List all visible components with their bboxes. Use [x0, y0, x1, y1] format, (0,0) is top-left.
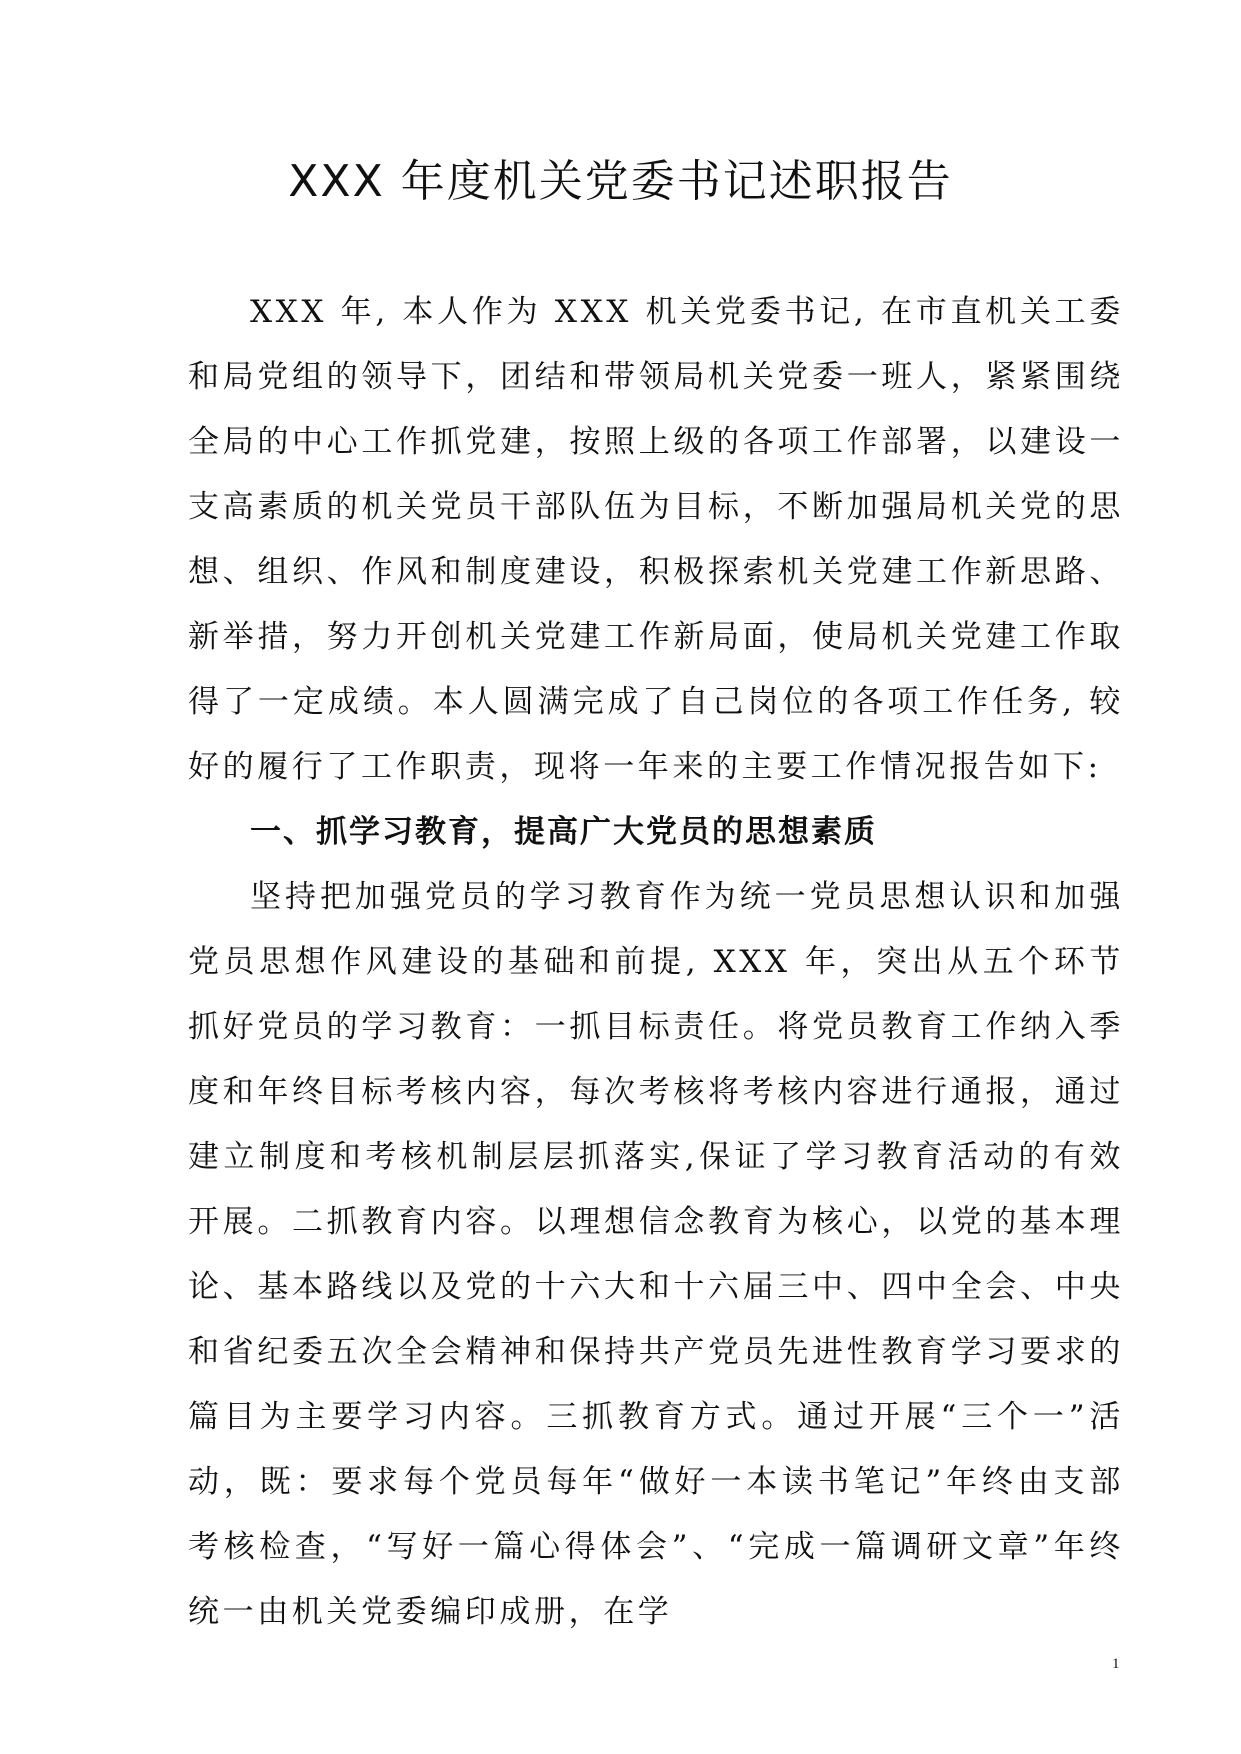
intro-paragraph: XXX 年, 本人作为 XXX 机关党委书记, 在市直机关工委和局党组的领导下，团结和带领局机关党委一班人，紧紧围绕全局的中心工作抓党建，按照上级的各项工作部署，以建设一支高素质的机关党员干部队伍为目标，不断加强局机关党的思想、组织、作风和制度建设，积极探索机关党建工作新思路、新举措，努力开创机关党建工作新局面，使局机关党建工作取得了一定成绩。本人圆满完成了自己岗位的各项工作任务, 较好的履行了工作职责，现将一年来的主要工作情况报告如下:	[188, 294, 1124, 785]
document-title: XXX 年度机关党委书记述职报告	[288, 156, 953, 207]
section-1-paragraph: 坚持把加强党员的学习教育作为统一党员思想认识和加强党员思想作风建设的基础和前提, XXX 年，突出从五个环节抓好党员的学习教育：一抓目标责任。将党员教育工作纳入季度和年终目标考核内容，每次考核将考核内容进行通报，通过建立制度和考核机制层层抓落实,保证了学习教育活动的有效开展。二抓教育内容。以理想信念教育为核心，以党的基本理论、基本路线以及党的十六大和十六届三中、四中全会、中央和省纪委五次全会精神和保持共产党员先进性教育学习要求的篇目为主要学习内容。三抓教育方式。通过开展“三个一”活动，既：要求每个党员每年“做好一本读书笔记”年终由支部考核检查，“写好一篇心得体会”、“完成一篇调研文章”年终统一由机关党委编印成册，在学	[188, 879, 1124, 1630]
section-1-heading: 一、抓学习教育，提高广大党员的思想素质	[250, 814, 877, 850]
document-body	[188, 280, 1124, 1645]
page-number: 1	[1112, 1656, 1120, 1672]
